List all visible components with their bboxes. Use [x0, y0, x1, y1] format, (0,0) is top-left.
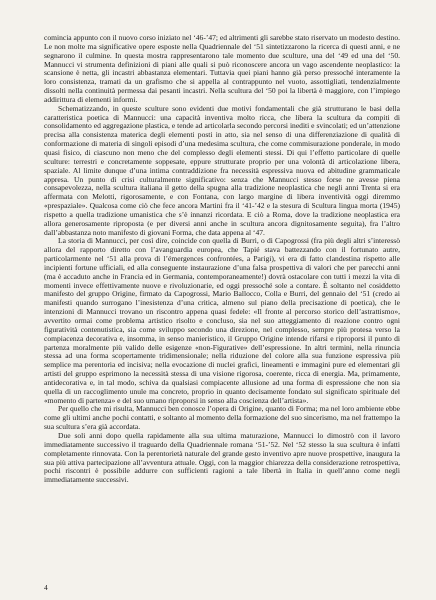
page-number: 4 [44, 583, 48, 592]
paragraph-3: La storia di Mannucci, per così dire, coincide con quella di Burri, o di Capogrossi (fra più degli altri s’interessò allora del rapporto diretto con l’avanguardia europea, che Tapié stava battezzando con il fortunato autre, particolarmente nel ‘51 alla prova di l’émergences confrontées, a Parigi), vi era di fatto clandestina rispetto alle incipienti fortune ufficiali, ed alla conseguente instaurazione d’una falsa prospettiva di valori che per parecchi anni (ma è accaduto anche in Francia ed in Germania, contemporaneamente!) dovrà ostacolare con tutti i mezzi la vita di momenti invece effettivamente nuove e rivoluzionarie, ed oggi pressoché sole a contare. È soltanto nel cosiddetto manifesto del gruppo Origine, firmato da Capogrossi, Mario Ballocco, Colla e Burri, del gennaio del ‘51 (credo ai manifesti quando surrogano l’inesistenza d’una critica, almeno sul piano della precisazione di poetica), che le intenzioni di Mannucci trovano un riscontro appena quasi fedele: «Il fronte al percorso storico dell’astrattismo», avvertito ormai come problema artistico risolto e concluso, sia nel suo atteggiamento di reazione contro ogni figuratività contenutistica, sia come sviluppo secondo una direzione, nel complesso, sempre più protesa verso la compiacenza decorativa e, insomma, in senso manieristico, il Gruppo Origine intende rifarsi e riproporsi il punto di partenza moralmente più valido delle esigenze «non-Figurative» dell’espressione. In altri termini, nella rinuncia stessa ad una forma scopertamente tridimensionale; nella riduzione del colore alla sua funzione espressiva più semplice ma perentoria ed incisiva; nella evocazione di nuclei grafici, lineamenti e immagini pure ed elementari gli artisti del gruppo esprimono la necessità stessa di una visione rigorosa, coerente, ricca di energia. Ma, primamente, antidecorativa e, in tal modo, schiva da qualsiasi compiacente allusione ad una forma di espressione che non sia quella di un raccoglimento unule ma concreto, proprio in quanto decisamente fondato sul significato spirituale del «momento di partenza» e del suo umano riproporsi in senso alla coscienza dell’artista». [44, 236, 400, 405]
paragraph-4: Per quello che mi risulta, Mannucci ben conosce l’opera di Origine, quanto di Forma; ma nel loro ambiente ebbe come gli ultimi anche pochi contatti, e soltanto al momento della formazione del suo sincerismo, ma nel frattempo la sua scultura s’era già accordata. [44, 404, 400, 432]
paragraph-5: Due soli anni dopo quella rapidamente alla sua ultima maturazione, Mannucci lo dimostrò con il lavoro immediatamente successivo il traguardo della Quadriennale romana ‘51-’52. Nel ‘52 stesso la sua scultura è infatti completamente rinnovata. Con la perentorietà naturale del grande gesto inventivo apre nuove prospettive, inaugura la sua più attiva partecipazione all’avventura attuale. Oggi, con la maggior chiarezza della considerazione retrospettiva, pochi riscontri è possibile addurre con sufficienti ragioni a tale libertà in Italia in quell’anno come negli immediatamente successivi. [44, 430, 400, 485]
paragraph-1: cominciа appunto con il nuovo corso iniziato nel ‘46-’47; ed altrimenti gli sarebbe stato riservato un modesto destino. Le non molte ma significative opere esposte nella Quadriennale del ‘51 sintetizzarono la ricerca di questi anni, e ne segnarono il culmine. In questa mostra rappresentarono tale momento due sculture, una del ‘49 ed una del ‘50. Mannucci vi strumenta definizioni di piani alle quali si può riconoscere ancora un vago ascendente neoplastico: la scansione è netta, gli incastri abbastanza elementari. Tuttavia quei piani hanno già perso pressoché interamente la loro consistenza, tramati da un grafismo che si appella al contrappunto nel vuoto, assottigliati, tendenzialmente dissolti nella continuità permessa dai pesanti incastri. Nella scultura del ‘50 poi la libertà è maggiore, con l’impiego addirittura di elementi informi. [44, 33, 400, 104]
paragraph-2: Schematizzando, in queste sculture sono evidenti due motivi fondamentali che già strutturano le basi della caratteristica poetica di Mannucci: una capacità inventiva molto ricca, che libera la scultura da compiti di consolidamento ed aggregazione plastica, e tende ad articolarla secondo percorsi inediti e svincolati; ed un’attenzione precisa alla consistenza materica degli elementi posti in atto, sia nel senso di una differenziazione di qualità di conformazione di materia di singoli episodi d’una medesima scultura, che come commisurazione ponderale, in modo quasi fisico, di ciascuno non meno che del complesso degli elementi stessi. Di qui l’effetto particolare di quelle sculture: terrestri e concretamente soppesate, eppure strutturate proprio per una volontà di articolazione libera, spaziale. Al limite dunque d’una intima contraddizione fra necessità espressiva nuova ed abitudine grammaticale appresa. Un punto di crisi culturalmente significativo: senza che Mannucci stesso forse ne avesse piena consapevolezza, nella scultura italiana il getto della spugna alla tradizione neoplastica che negli anni Trenta si era affermata con Melotti, rigorosamente, e con Fontana, con largo margine di libera inventività oggi diremmo «prespaziale». Qualcosa come ciò che fece ancora Martini fra il ‘41-’42 e la stesura di Scultura lingua morta (1945) rispetto a quella tradizione umanistica che s’è innanzi ricordata. E ciò a Roma, dove la tradizione neoplastica era allora generosamente riproposta (e per diversi anni anche in scultura ancora dignitosamente seguita), fra l’altro dall’abbastanza noto manifesto di giovani Forma, che data appena al ‘47. [44, 103, 400, 237]
body-text [44, 34, 400, 485]
